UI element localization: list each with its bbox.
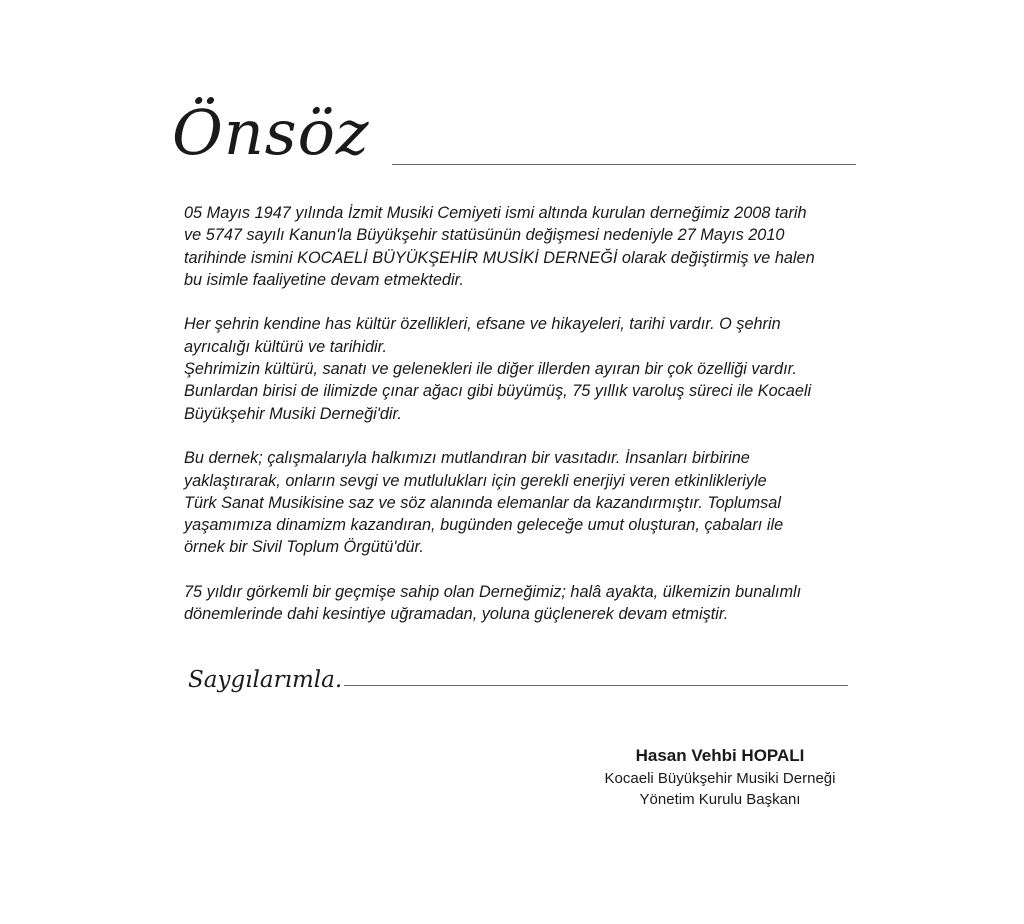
text-line: ayrıcalığı kültürü ve tarihidir. [184, 337, 387, 356]
text-line: örnek bir Sivil Toplum Örgütü'dür. [184, 538, 424, 557]
paragraph [184, 313, 848, 424]
text-line: Bu dernek; çalışmalarıyla halkımızı mutlandıran bir vasıtadır. İnsanları birbirine [184, 449, 750, 468]
signature-block [560, 744, 880, 810]
text-line: yaşamımıza dinamizm kazandıran, bugünden geleceğe umut oluşturan, çabaları ile [184, 516, 784, 535]
text-line: Şehrimizin kültürü, sanatı ve gelenekleri ile diğer illerden ayıran bir çok özelliği vardır. [184, 360, 797, 379]
signatory-position: Yönetim Kurulu Başkanı [639, 791, 801, 808]
preface-body [184, 202, 848, 626]
text-line: Türk Sanat Musikisine saz ve söz alanında elemanlar da kazandırmıştır. Toplumsal [184, 493, 781, 512]
paragraph [184, 581, 848, 626]
title-underline [392, 164, 856, 165]
text-line: dönemlerinde dahi kesintiye uğramadan, yoluna güçlenerek devam etmiştir. [184, 605, 729, 624]
text-line: bu isimle faaliyetine devam etmektedir. [184, 270, 464, 289]
signatory-organization: Kocaeli Büyükşehir Musiki Derneği [604, 770, 836, 787]
closing-underline [344, 685, 848, 686]
page-title: Önsöz [172, 96, 370, 169]
text-line: yaklaştırarak, onların sevgi ve mutlulukları için gerekli enerjiyi veren etkinlikleriyle [184, 471, 767, 490]
paragraph [184, 202, 848, 291]
paragraph [184, 447, 848, 558]
text-line: 05 Mayıs 1947 yılında İzmit Musiki Cemiyeti ismi altında kurulan derneğimiz 2008 tarih [184, 204, 807, 222]
closing-row [188, 660, 848, 700]
text-line: Her şehrin kendine has kültür özellikleri, efsane ve hikayeleri, tarihi vardır. O şehrin [184, 315, 781, 334]
text-line: Bunlardan birisi de ilimizde çınar ağacı gibi büyümüş, 75 yıllık varoluş süreci ile Kocaeli [184, 382, 812, 401]
text-line: Büyükşehir Musiki Derneği'dir. [184, 404, 402, 423]
text-line: ve 5747 sayılı Kanun'la Büyükşehir statüsünün değişmesi nedeniyle 27 Mayıs 2010 [184, 226, 785, 245]
text-line: 75 yıldır görkemli bir geçmişe sahip olan Derneğimiz; halâ ayakta, ülkemizin bunalımlı [184, 583, 802, 602]
signatory-name: Hasan Vehbi HOPALI [635, 746, 805, 765]
closing-salutation: Saygılarımla. [188, 667, 343, 693]
title-row [172, 88, 856, 178]
text-line: tarihinde ismini KOCAELİ BÜYÜKŞEHİR MUSİKİ DERNEĞİ olarak değiştirmiş ve halen [184, 248, 815, 267]
